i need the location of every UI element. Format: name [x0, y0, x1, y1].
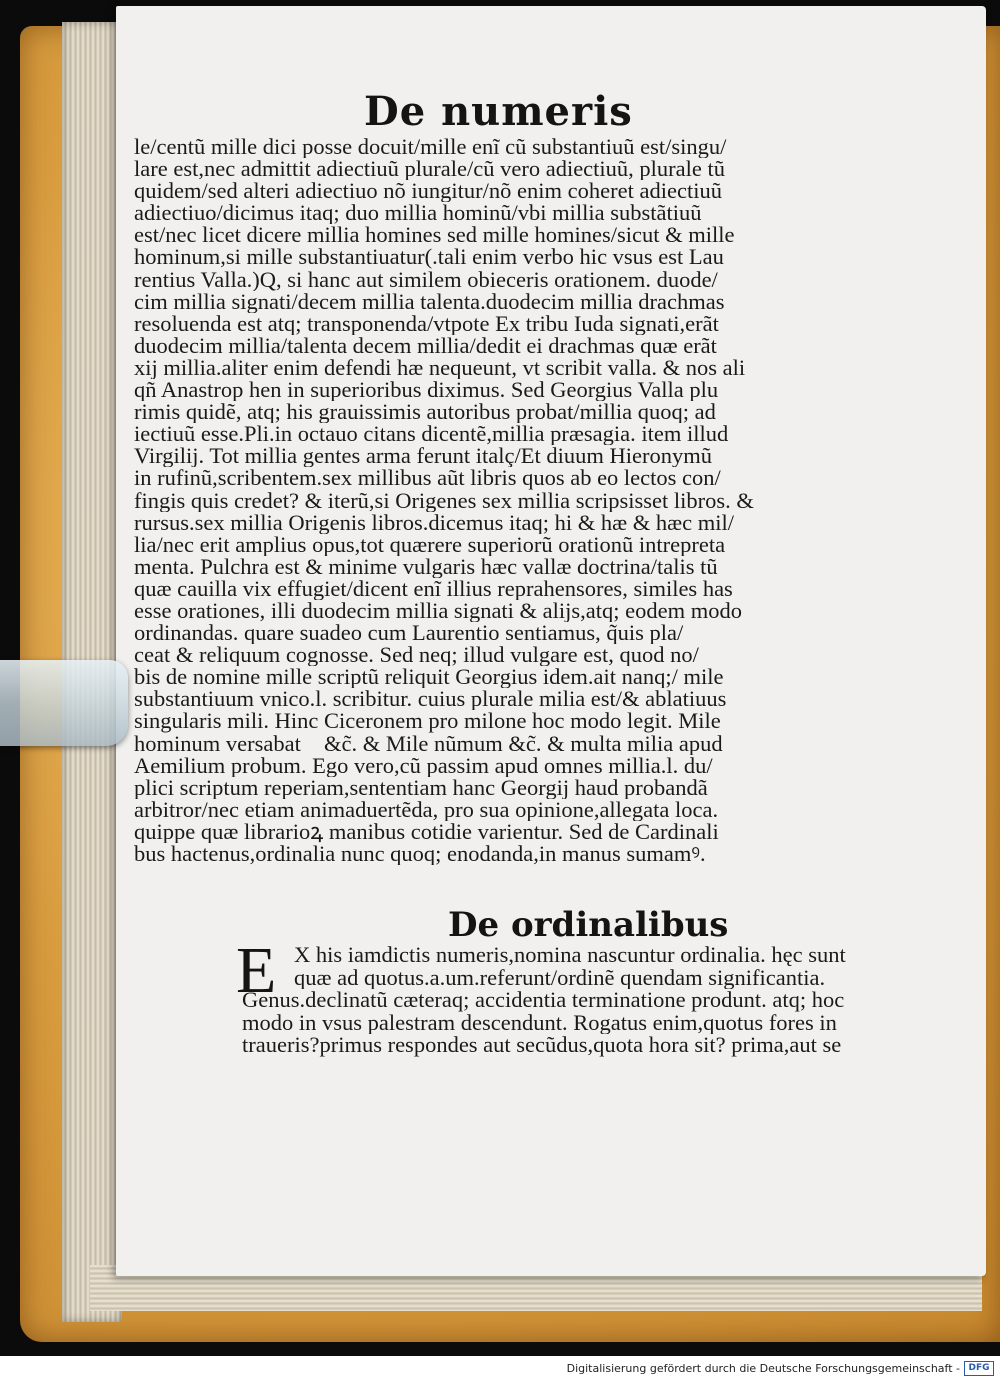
text-line: bis de nomine mille scriptũ reliquit Georgius idem.ait nanq;/ mile	[134, 666, 724, 689]
text-line: modo in vsus palestram descendunt. Rogatus enim,quotus fores in	[242, 1011, 837, 1035]
section-heading: De ordinalibus	[448, 905, 729, 945]
section-text	[242, 944, 882, 1057]
text-line: le/centũ mille dici posse docuit/mille enĩ cũ substantiuũ est/singu/	[134, 136, 727, 159]
text-line: quæ cauilla vix effugiet/dicent enĩ illius reprahensores, similes has	[134, 577, 733, 600]
text-line: rimis quidẽ, atq; his grauissimis autoribus probat/millia quoq; ad	[134, 401, 716, 424]
text-line: qñ Anastrop hen in superioribus diximus. Sed Georgius Valla plu	[134, 379, 719, 402]
text-line: Virgilij. Tot millia gentes arma ferunt italç/Et diuum Hieronymũ	[134, 445, 713, 468]
text-line: arbitror/nec etiam animaduertẽda, pro sua opinione,allegata loca.	[134, 798, 719, 821]
page-title: De numeris	[364, 88, 633, 135]
text-line: rentius Valla.)Q, si hanc aut similem obieceris orationem. duode/	[134, 268, 718, 291]
text-line: ceat & reliquum cognosse. Sed neq; illud vulgare est, quod no/	[134, 644, 699, 667]
text-line: quæ ad quotus.a.um.referunt/ordinẽ quendam significantia.	[294, 966, 826, 990]
text-line: rursus.sex millia Origenis libros.dicemus itaq; hi & hæ & hæc mil/	[134, 511, 734, 534]
text-line: hominum versabatᷓ &c̃. & Mile nũmum &c̃. & multa milia apud	[134, 732, 723, 755]
text-line: X his iamdictis numeris,nomina nascuntur ordinalia. hęc sunt	[294, 944, 846, 967]
drop-cap-initial: E	[236, 934, 277, 1007]
text-line: bus hactenus,ordinalia nunc quoq; enodanda,in manus sumamꝰ.	[134, 843, 706, 866]
text-line: xij millia.aliter enim defendi hæ nequeunt, vt scribit valla. & nos ali	[134, 356, 746, 380]
funding-credit: Digitalisierung gefördert durch die Deutsche Forschungsgemeinschaft -	[566, 1362, 960, 1375]
footer-bar	[0, 1356, 1000, 1380]
body-text	[134, 136, 874, 865]
text-line: esse orationes, illi duodecim millia signati & alijs,atq; eodem modo	[134, 599, 743, 623]
text-line: fingis quis credet? & iterũ,si Origenes sex millia scripsisset libros. &	[134, 489, 754, 512]
text-line: duodecim millia/talenta decem millia/dedit ei drachmas quæ erãt	[134, 334, 717, 357]
text-line: Genus.declinatũ cæteraq; accidentia terminatione produnt. atq; hoc	[242, 989, 845, 1012]
text-line: quidem/sed alteri adiectiuo nõ iungitur/nõ enim coheret adiectiuũ	[134, 180, 722, 203]
text-line: hominum,si mille substantiuatur(.tali enim verbo hic vsus est Lau	[134, 246, 724, 269]
dfg-logo-icon: DFG	[964, 1361, 994, 1376]
text-line: plici scriptum reperiam,sententiam hanc Georgij haud probandã	[134, 776, 708, 799]
text-line: singularis mili. Hinc Ciceronem pro milone hoc modo legit. Mile	[134, 710, 721, 733]
text-line: Aemilium probum. Ego vero,cũ passim apud omnes millia.l. du/	[134, 754, 713, 777]
text-line: traueris?primus respondes aut secũdus,quota hora sit? prima,aut se	[242, 1034, 842, 1057]
text-line: in rufinũ,scribentem.sex millibus aũt libris quos ab eo lectos con/	[134, 467, 721, 490]
page-clip	[0, 660, 128, 746]
text-line: ordinandas. quare suadeo cum Laurentio sentiamus, q̃uis pla/	[134, 622, 684, 645]
text-line: adiectiuo/dicimus itaq; duo millia hominũ/vbi millia substãtiuũ	[134, 202, 702, 225]
text-line: lare est,nec admittit adiectiuũ plurale/cũ vero adiectiuũ, plurale tũ	[134, 158, 726, 181]
text-line: est/nec licet dicere millia homines sed mille homines/sicut & mille	[134, 224, 735, 247]
text-line: quippe quæ librarioꝝ manibus cotidie varientur. Sed de Cardinali	[134, 820, 719, 843]
text-line: menta. Pulchra est & minime vulgaris hæc vallæ doctrina/talis tũ	[134, 555, 718, 578]
text-line: substantiuum vnico.l. scribitur. cuius plurale milia est/& ablatiuus	[134, 688, 727, 711]
text-line: resoluenda est atq; transponenda/vtpote Ex tribu Iuda signati,erãt	[134, 312, 719, 335]
text-line: lia/nec erit amplius opus,tot quærere superiorũ orationũ intrepreta	[134, 533, 726, 556]
text-line: iectiuũ esse.Pli.in octauo citans dicentẽ,millia præsagia. item illud	[134, 423, 729, 446]
text-line: cim millia signati/decem millia talenta.duodecim millia drachmas	[134, 290, 725, 313]
